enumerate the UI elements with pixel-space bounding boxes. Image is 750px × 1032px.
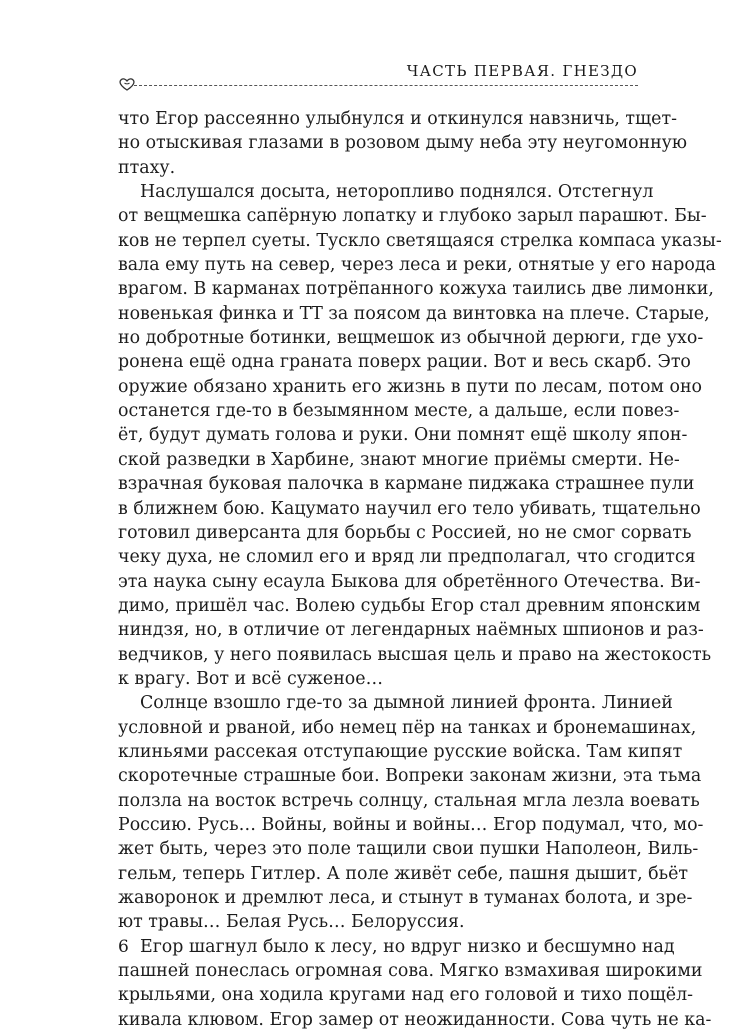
text-line: в ближнем бою. Кацумато научил его тело убивать, тщательно <box>118 498 701 519</box>
text-line: крыльями, она ходила кругами над его головой и тихо пощёл- <box>118 985 693 1006</box>
text-line: димо, пришёл час. Волею судьбы Егор стал древним японским <box>118 595 701 616</box>
text-line: но отыскивая глазами в розовом дыму неба эту неугомонную <box>118 133 688 154</box>
text-line: что Егор рассеянно улыбнулся и откинулся навзничь, тщет- <box>118 109 677 129</box>
running-title: ЧАСТЬ ПЕРВАЯ. ГНЕЗДО <box>406 62 638 80</box>
text-line: новенькая финка и ТТ за поясом да винтовка на плече. Старые, <box>118 303 710 324</box>
text-line: взрачная буковая палочка в кармане пиджака страшнее пули <box>118 474 695 495</box>
text-line: ползла на восток встречь солнцу, стальная мгла лезла воевать <box>118 790 700 811</box>
text-line: останется где-то в безымянном месте, а дальше, если повез- <box>118 401 680 422</box>
text-line: Егор шагнул было к лесу, но вдруг низко и бесшумно над <box>140 936 675 957</box>
text-line: чеку духа, не сломил его и вряд ли предполагал, что сгодится <box>118 547 696 568</box>
text-line: жаворонок и дремлют леса, и стынут в туманах болота, и зре- <box>118 888 693 908</box>
text-line: скоротечные страшные бои. Вопреки законам жизни, эта тьма <box>118 766 702 787</box>
text-line: клиньями рассекая отступающие русские войска. Там кипят <box>118 741 683 762</box>
text-line: но добротные ботинки, вещмешок из обычной дерюги, где ухо- <box>118 328 704 349</box>
text-line: ведчиков, у него появилась высшая цель и право на жестокость <box>118 644 712 665</box>
text-line: ронена ещё одна граната поверх рации. Вот и весь скарб. Это <box>118 352 691 373</box>
text-line: от вещмешка сапёрную лопатку и глубоко зарыл парашют. Бы- <box>118 206 707 227</box>
running-header <box>118 56 638 96</box>
text-line: ниндзя, но, в отличие от легендарных наёмных шпионов и раз- <box>118 620 704 641</box>
text-line: Солнце взошло где-то за дымной линией фронта. Линией <box>140 693 673 714</box>
text-line: оружие обязано хранить его жизнь в пути по лесам, потом оно <box>118 376 703 397</box>
text-line: эта наука сыну есаула Быкова для обретённого Отечества. Ви- <box>118 571 701 592</box>
body-text <box>118 107 722 1032</box>
text-line: готовил диверсанта для борьбы с Россией, но не смог сорвать <box>118 522 692 543</box>
text-line: ёт, будут думать голова и руки. Они помнят ещё школу япон- <box>118 425 688 446</box>
text-line: ков не терпел суеты. Тускло светящаяся стрелка компаса указы- <box>118 230 722 251</box>
text-line: Россию. Русь… Войны, войны и войны… Егор подумал, что, мо- <box>118 814 704 835</box>
text-line: пашней понеслась огромная сова. Мягко взмахивая широкими <box>118 961 703 982</box>
text-line: вала ему путь на север, через леса и реки, отнятые у его народа <box>118 255 716 276</box>
text-line: врагом. В карманах потрёпанного кожуха таились две лимонки, <box>118 279 714 300</box>
text-line: ют травы… Белая Русь… Белоруссия. <box>118 912 465 933</box>
text-line: Наслушался досыта, неторопливо поднялся. Отстегнул <box>140 182 654 203</box>
text-line: условной и рваной, ибо немец пёр на танках и бронемашинах, <box>118 717 697 738</box>
text-line: жет быть, через это поле тащили свои пушки Наполеон, Виль- <box>118 839 699 860</box>
text-line: кивала клювом. Егор замер от неожиданности. Сова чуть не ка- <box>118 1009 712 1030</box>
text-line: к врагу. Вот и всё суженое… <box>118 668 383 689</box>
page-number: 6 <box>118 937 129 957</box>
header-dashed-rule <box>134 85 638 86</box>
text-line: птаху. <box>118 157 176 178</box>
heart-flourish-icon <box>118 76 136 92</box>
text-line: ской разведки в Харбине, знают многие приёмы смерти. Не- <box>118 449 680 470</box>
text-line: гельм, теперь Гитлер. А поле живёт себе, пашня дышит, бьёт <box>118 863 689 884</box>
